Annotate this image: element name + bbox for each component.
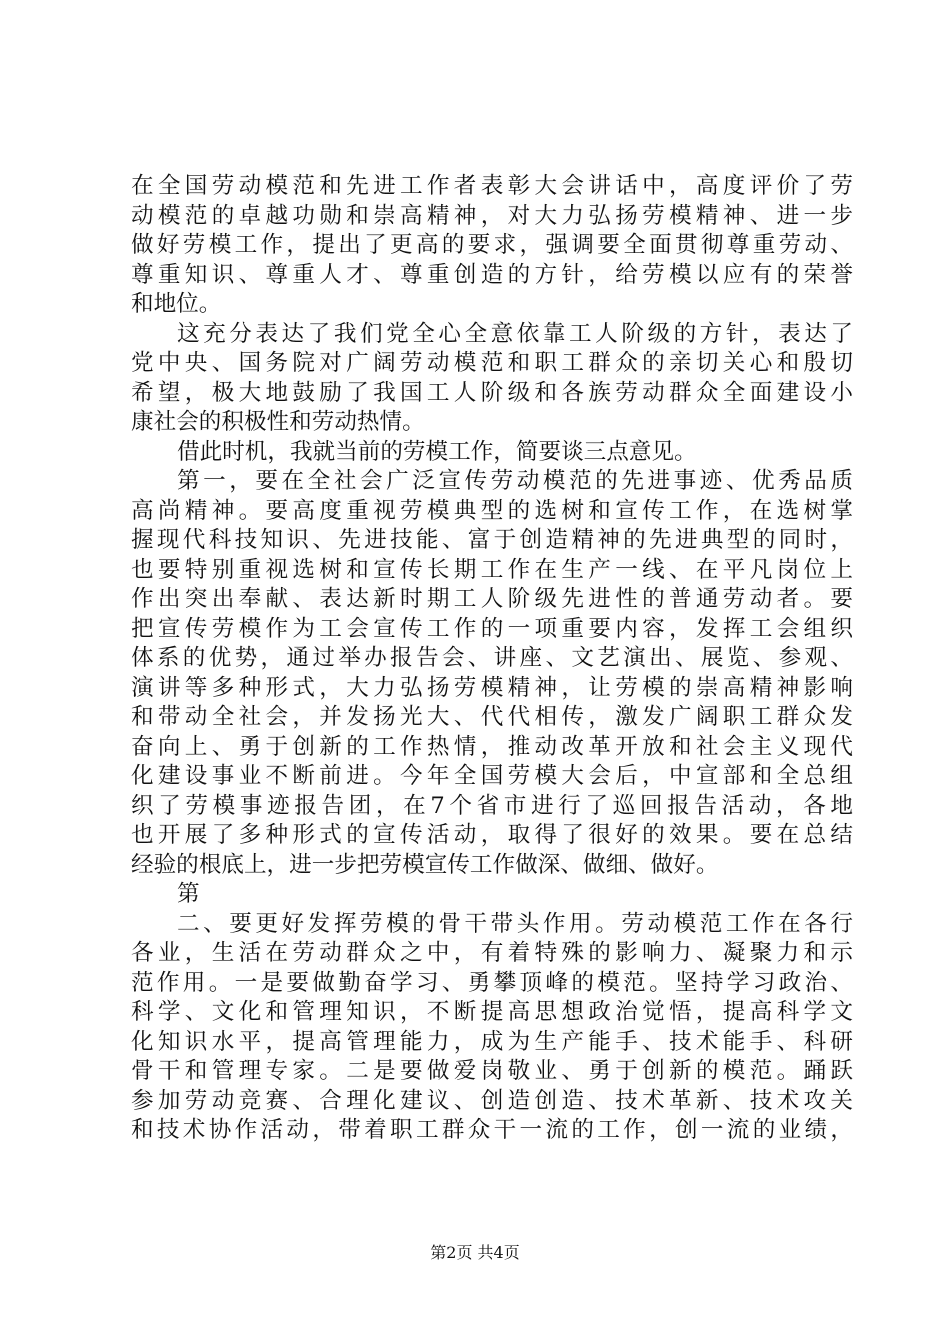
- text-line: 骨干和管理专家。二是要做爱岗敬业、勇于创新的模范。踊跃: [131, 1058, 853, 1084]
- text-line: 康社会的积极性和劳动热情。: [131, 409, 425, 435]
- text-line: 也要特别重视选树和宣传长期工作在生产一线、在平凡岗位上: [131, 556, 853, 583]
- text-line: 借此时机，我就当前的劳模工作，简要谈三点意见。: [177, 438, 697, 465]
- text-line: 做好劳模工作，提出了更高的要求，强调要全面贯彻尊重劳动、: [131, 232, 853, 258]
- text-line: 演讲等多种形式，大力弘扬劳模精神，让劳模的崇高精神影响: [131, 674, 853, 701]
- text-line: 这充分表达了我们党全心全意依靠工人阶级的方针，表达了: [177, 320, 853, 347]
- text-line: 和带动全社会，并发扬光大、代代相传，激发广阔职工群众发: [131, 704, 853, 730]
- text-line: 把宣传劳模作为工会宣传工作的一项重要内容，发挥工会组织: [131, 615, 853, 642]
- text-line: 奋向上、勇于创新的工作热情，推动改革开放和社会主义现代: [131, 733, 853, 760]
- document-body: [131, 172, 853, 1146]
- text-line: 化知识水平，提高管理能力，成为生产能手、技术能手、科研: [131, 1028, 853, 1055]
- text-line: 科学、文化和管理知识，不断提高思想政治觉悟，提高科学文: [131, 999, 853, 1025]
- text-line: 体系的优势，通过举办报告会、讲座、文艺演出、展览、参观、: [131, 645, 853, 671]
- text-line: 尊重知识、尊重人才、尊重创造的方针，给劳模以应有的荣誉: [131, 261, 853, 288]
- text-line: 和地位。: [131, 291, 222, 317]
- page-footer: 第2页 共4页: [430, 1243, 520, 1262]
- text-line: 织了劳模事迹报告团，在7个省市进行了巡回报告活动，各地: [131, 792, 853, 819]
- text-line: 第: [177, 881, 200, 907]
- text-line: 希望，极大地鼓励了我国工人阶级和各族劳动群众全面建设小: [131, 379, 853, 406]
- text-line: 范作用。一是要做勤奋学习、勇攀顶峰的模范。坚持学习政治、: [131, 969, 853, 996]
- text-line: 第一，要在全社会广泛宣传劳动模范的先进事迹、优秀品质: [177, 468, 853, 494]
- text-line: 参加劳动竞赛、合理化建议、创造创造、技术革新、技术攻关: [131, 1087, 853, 1114]
- text-line: 化建设事业不断前进。今年全国劳模大会后，中宣部和全总组: [131, 763, 853, 789]
- text-line: 握现代科技知识、先进技能、富于创造精神的先进典型的同时，: [131, 527, 853, 553]
- text-line: 动模范的卓越功勋和崇高精神，对大力弘扬劳模精神、进一步: [131, 202, 853, 229]
- text-line: 在全国劳动模范和先进工作者表彰大会讲话中，高度评价了劳: [131, 173, 853, 199]
- text-line: 作出突出奉献、表达新时期工人阶级先进性的普通劳动者。要: [131, 586, 853, 612]
- text-line: 也开展了多种形式的宣传活动，取得了很好的效果。要在总结: [131, 822, 853, 848]
- text-line: 高尚精神。要高度重视劳模典型的选树和宣传工作，在选树掌: [131, 497, 853, 524]
- text-line: 和技术协作活动，带着职工群众干一流的工作，创一流的业绩，: [131, 1117, 853, 1143]
- text-line: 经验的根底上，进一步把劳模宣传工作做深、做细、做好。: [131, 851, 719, 878]
- text-line: 各业，生活在劳动群众之中，有着特殊的影响力、凝聚力和示: [131, 940, 853, 966]
- text-line: 党中央、国务院对广阔劳动模范和职工群众的亲切关心和殷切: [131, 350, 853, 376]
- text-line: 二、要更好发挥劳模的骨干带头作用。劳动模范工作在各行: [177, 910, 853, 937]
